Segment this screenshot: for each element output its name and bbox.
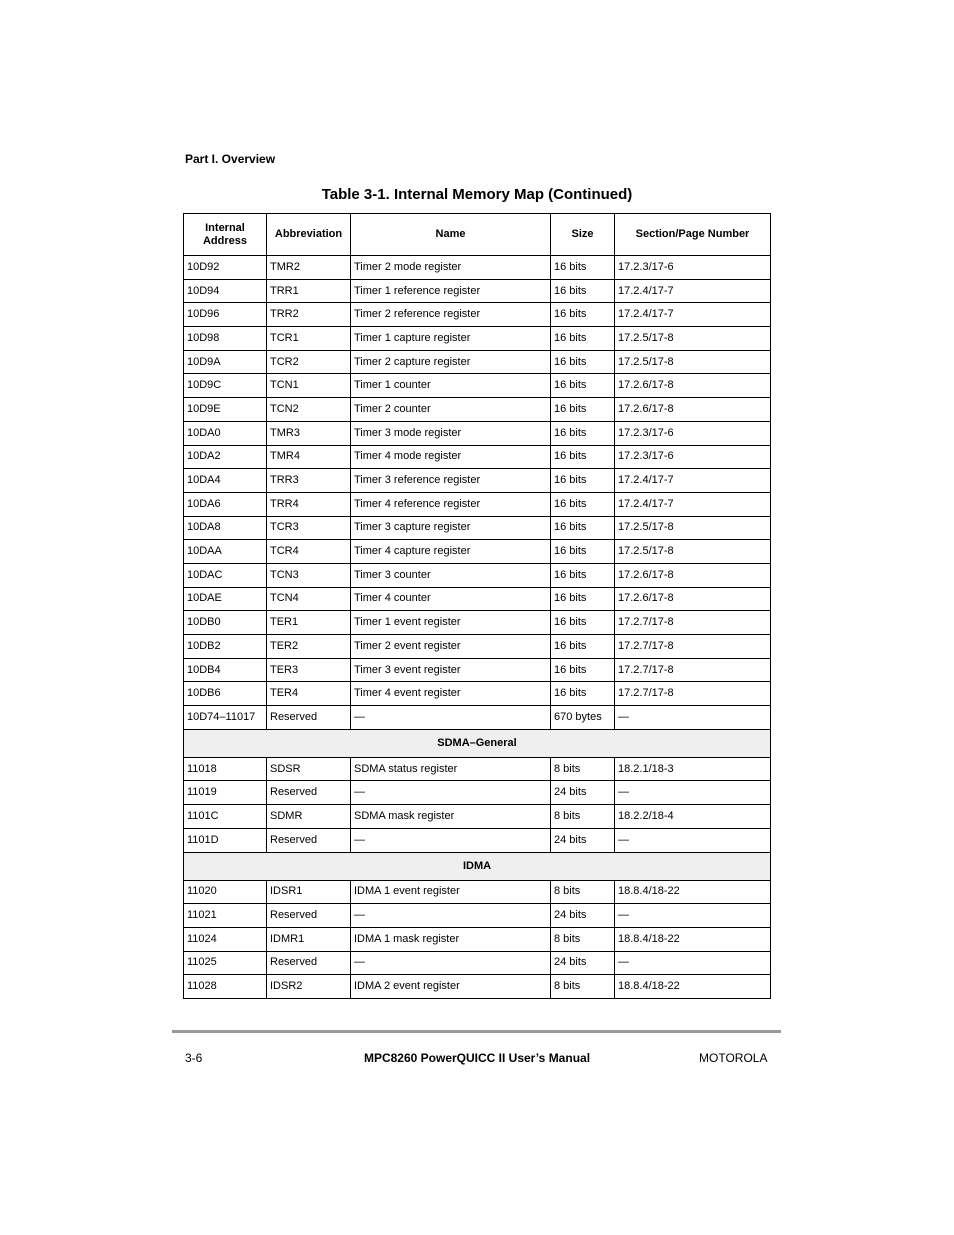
table-row [184,421,771,445]
cell-name: Timer 3 event register [351,658,551,682]
table-row [184,469,771,493]
cell-internal-address: 1101C [184,805,267,829]
cell-abbreviation: TCR1 [267,327,351,351]
column-header-name: Name [351,214,551,256]
cell-internal-address: 10D9A [184,350,267,374]
column-header-abbreviation: Abbreviation [267,214,351,256]
column-header-internal-address: Internal Address [184,214,267,256]
cell-abbreviation: TER4 [267,682,351,706]
section-label: IDMA [184,852,771,880]
footer-manual-title: MPC8260 PowerQUICC II User’s Manual [363,1051,591,1065]
cell-size: 16 bits [551,374,615,398]
cell-section-page: 17.2.4/17-7 [615,469,771,493]
cell-size: 24 bits [551,904,615,928]
cell-name: Timer 4 event register [351,682,551,706]
table-row [184,374,771,398]
table-row [184,303,771,327]
table-row [184,256,771,280]
cell-internal-address: 10DB0 [184,611,267,635]
cell-size: 16 bits [551,445,615,469]
cell-size: 16 bits [551,327,615,351]
cell-section-page: 17.2.5/17-8 [615,327,771,351]
cell-internal-address: 10D96 [184,303,267,327]
table-row [184,350,771,374]
cell-name: Timer 2 counter [351,398,551,422]
cell-abbreviation: TER1 [267,611,351,635]
cell-abbreviation: Reserved [267,951,351,975]
cell-size: 16 bits [551,492,615,516]
cell-name: — [351,706,551,730]
cell-size: 16 bits [551,587,615,611]
cell-section-page: 17.2.5/17-8 [615,540,771,564]
footer-page-number: 3-6 [185,1051,203,1065]
table-row [184,635,771,659]
cell-name: — [351,828,551,852]
cell-name: Timer 4 capture register [351,540,551,564]
section-label: SDMA–General [184,729,771,757]
cell-abbreviation: SDMR [267,805,351,829]
table-row [184,706,771,730]
cell-abbreviation: TCN2 [267,398,351,422]
cell-abbreviation: TRR1 [267,279,351,303]
cell-name: Timer 2 mode register [351,256,551,280]
cell-section-page: 17.2.7/17-8 [615,635,771,659]
cell-internal-address: 10D9C [184,374,267,398]
cell-name: Timer 3 counter [351,563,551,587]
cell-section-page: 17.2.4/17-7 [615,492,771,516]
cell-section-page: 17.2.3/17-6 [615,256,771,280]
cell-name: Timer 4 mode register [351,445,551,469]
table-row [184,445,771,469]
column-header-size: Size [551,214,615,256]
cell-internal-address: 1101D [184,828,267,852]
cell-size: 24 bits [551,951,615,975]
cell-name: IDMA 1 mask register [351,927,551,951]
cell-name: Timer 4 counter [351,587,551,611]
cell-abbreviation: Reserved [267,828,351,852]
table-row [184,828,771,852]
cell-name: Timer 1 reference register [351,279,551,303]
table-header-row [184,214,771,256]
table-row [184,757,771,781]
cell-internal-address: 10DA8 [184,516,267,540]
cell-size: 16 bits [551,682,615,706]
cell-internal-address: 11018 [184,757,267,781]
table-row [184,658,771,682]
table-row [184,279,771,303]
cell-size: 8 bits [551,927,615,951]
table-row [184,975,771,999]
table-body [184,256,771,999]
cell-size: 16 bits [551,469,615,493]
cell-section-page: 17.2.6/17-8 [615,374,771,398]
table-row [184,682,771,706]
cell-abbreviation: TER2 [267,635,351,659]
cell-size: 16 bits [551,563,615,587]
cell-internal-address: 10D98 [184,327,267,351]
table-row [184,587,771,611]
cell-size: 16 bits [551,611,615,635]
cell-abbreviation: IDMR1 [267,927,351,951]
table-row [184,398,771,422]
table-row [184,492,771,516]
cell-size: 16 bits [551,658,615,682]
cell-section-page: — [615,904,771,928]
section-row [184,729,771,757]
cell-abbreviation: TCR3 [267,516,351,540]
table-title: Table 3-1. Internal Memory Map (Continued) [321,186,633,203]
cell-name: Timer 1 counter [351,374,551,398]
part-header: Part I. Overview [185,152,276,166]
cell-internal-address: 10DAE [184,587,267,611]
cell-internal-address: 11028 [184,975,267,999]
cell-section-page: 18.8.4/18-22 [615,975,771,999]
cell-abbreviation: TMR2 [267,256,351,280]
cell-internal-address: 10DB4 [184,658,267,682]
cell-size: 16 bits [551,303,615,327]
cell-internal-address: 10D9E [184,398,267,422]
cell-size: 8 bits [551,757,615,781]
table-row [184,611,771,635]
cell-internal-address: 10DB6 [184,682,267,706]
cell-abbreviation: TCR2 [267,350,351,374]
cell-section-page: 17.2.6/17-8 [615,563,771,587]
cell-abbreviation: IDSR2 [267,975,351,999]
table-row [184,927,771,951]
cell-section-page: 17.2.3/17-6 [615,421,771,445]
cell-name: Timer 2 event register [351,635,551,659]
cell-section-page: 18.2.1/18-3 [615,757,771,781]
cell-name: — [351,904,551,928]
cell-section-page: — [615,781,771,805]
cell-name: Timer 3 capture register [351,516,551,540]
cell-section-page: 18.2.2/18-4 [615,805,771,829]
cell-abbreviation: Reserved [267,781,351,805]
table-row [184,563,771,587]
cell-name: — [351,781,551,805]
cell-internal-address: 10DA4 [184,469,267,493]
cell-internal-address: 11019 [184,781,267,805]
cell-name: Timer 4 reference register [351,492,551,516]
cell-internal-address: 10DA6 [184,492,267,516]
cell-abbreviation: TMR4 [267,445,351,469]
cell-section-page: 17.2.7/17-8 [615,658,771,682]
table-row [184,904,771,928]
cell-name: Timer 3 reference register [351,469,551,493]
cell-size: 16 bits [551,256,615,280]
cell-size: 8 bits [551,880,615,904]
table-row [184,951,771,975]
table-row [184,805,771,829]
cell-internal-address: 10D92 [184,256,267,280]
cell-size: 8 bits [551,975,615,999]
cell-name: Timer 3 mode register [351,421,551,445]
table-row [184,540,771,564]
cell-abbreviation: TRR2 [267,303,351,327]
cell-name: IDMA 1 event register [351,880,551,904]
footer-rule [172,1030,781,1033]
cell-size: 16 bits [551,350,615,374]
cell-abbreviation: IDSR1 [267,880,351,904]
cell-abbreviation: TCR4 [267,540,351,564]
cell-name: SDMA status register [351,757,551,781]
cell-section-page: 17.2.4/17-7 [615,303,771,327]
cell-internal-address: 10D94 [184,279,267,303]
cell-section-page: — [615,706,771,730]
cell-internal-address: 11021 [184,904,267,928]
cell-name: IDMA 2 event register [351,975,551,999]
cell-size: 16 bits [551,540,615,564]
cell-section-page: 18.8.4/18-22 [615,880,771,904]
cell-name: — [351,951,551,975]
cell-section-page: 17.2.7/17-8 [615,611,771,635]
cell-section-page: 17.2.5/17-8 [615,350,771,374]
cell-abbreviation: TMR3 [267,421,351,445]
cell-name: Timer 1 event register [351,611,551,635]
cell-name: SDMA mask register [351,805,551,829]
column-header-section-page: Section/Page Number [615,214,771,256]
cell-section-page: 17.2.5/17-8 [615,516,771,540]
cell-abbreviation: TCN3 [267,563,351,587]
cell-abbreviation: SDSR [267,757,351,781]
cell-size: 670 bytes [551,706,615,730]
footer-company: MOTOROLA [699,1051,768,1065]
cell-section-page: 17.2.6/17-8 [615,398,771,422]
cell-size: 16 bits [551,279,615,303]
cell-size: 16 bits [551,421,615,445]
cell-section-page: 17.2.4/17-7 [615,279,771,303]
cell-internal-address: 10DA2 [184,445,267,469]
cell-abbreviation: TRR3 [267,469,351,493]
cell-abbreviation: TCN4 [267,587,351,611]
memory-map-table [183,213,771,999]
cell-name: Timer 2 reference register [351,303,551,327]
cell-size: 16 bits [551,635,615,659]
cell-abbreviation: TCN1 [267,374,351,398]
cell-name: Timer 1 capture register [351,327,551,351]
cell-size: 24 bits [551,781,615,805]
table-row [184,516,771,540]
cell-section-page: 17.2.6/17-8 [615,587,771,611]
table-row [184,781,771,805]
cell-section-page: 18.8.4/18-22 [615,927,771,951]
cell-section-page: 17.2.7/17-8 [615,682,771,706]
cell-internal-address: 11024 [184,927,267,951]
cell-abbreviation: Reserved [267,706,351,730]
cell-abbreviation: Reserved [267,904,351,928]
cell-abbreviation: TER3 [267,658,351,682]
cell-section-page: — [615,951,771,975]
cell-internal-address: 10D74–11017 [184,706,267,730]
table-row [184,327,771,351]
section-row [184,852,771,880]
cell-internal-address: 11020 [184,880,267,904]
cell-size: 16 bits [551,516,615,540]
cell-internal-address: 10DB2 [184,635,267,659]
cell-internal-address: 10DAC [184,563,267,587]
cell-size: 16 bits [551,398,615,422]
cell-size: 8 bits [551,805,615,829]
cell-internal-address: 10DA0 [184,421,267,445]
cell-internal-address: 11025 [184,951,267,975]
cell-size: 24 bits [551,828,615,852]
table-row [184,880,771,904]
cell-abbreviation: TRR4 [267,492,351,516]
cell-name: Timer 2 capture register [351,350,551,374]
cell-section-page: 17.2.3/17-6 [615,445,771,469]
cell-internal-address: 10DAA [184,540,267,564]
cell-section-page: — [615,828,771,852]
